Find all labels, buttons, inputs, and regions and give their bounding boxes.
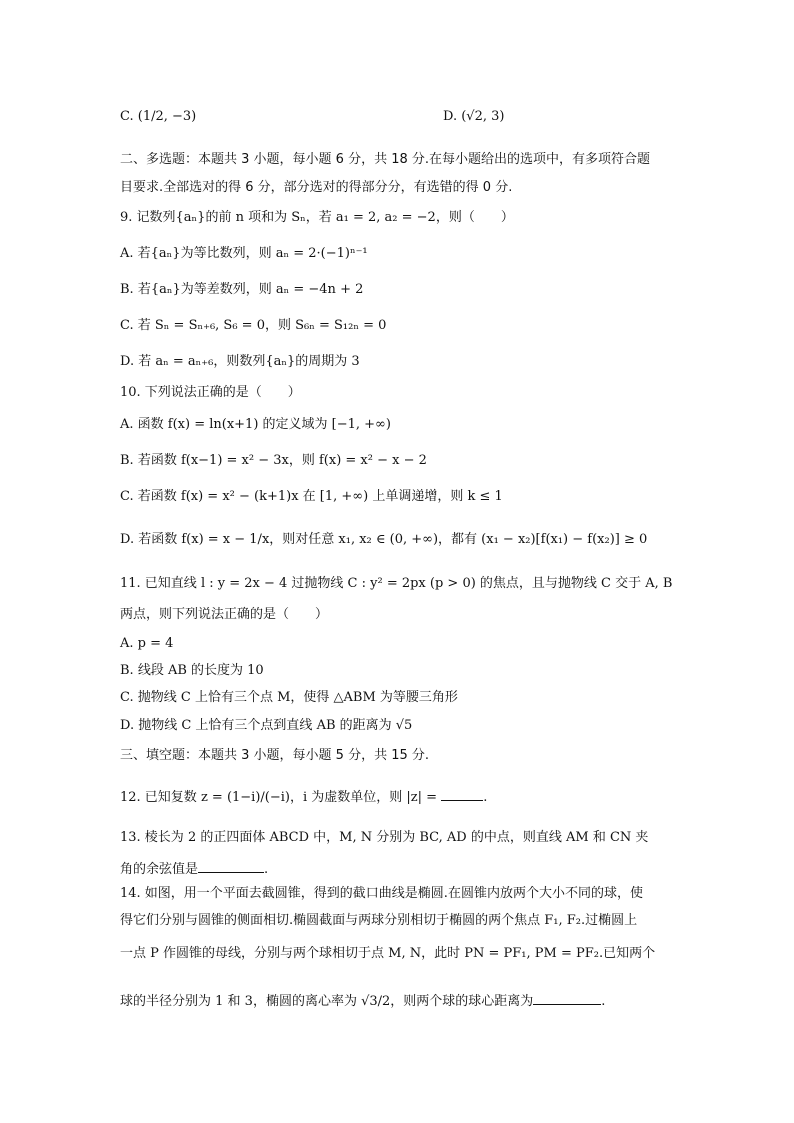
q10-option-b: B. 若函数 f(x−1) = x² − 3x，则 f(x) = x² − x − 2	[120, 453, 427, 468]
q14-text: 球的半径分别为 1 和 3，椭圆的离心率为 √3/2，则两个球的球心距离为	[120, 994, 534, 1009]
q13-line1: 13. 棱长为 2 的正四面体 ABCD 中，M, N 分别为 BC, AD 的中点，则直线 AM 和 CN 夹	[120, 830, 649, 845]
option-d-prev: D. (√2, 3)	[443, 109, 505, 124]
q12-text: 12. 已知复数 z = (1−i)/(−i)，i 为虚数单位，则 |z| =	[120, 790, 442, 805]
q14-answer-blank[interactable]	[533, 990, 601, 1005]
q13-text: 角的余弦值是	[120, 862, 199, 877]
q14-period: .	[601, 994, 606, 1009]
q14-line1: 14. 如图，用一个平面去截圆锥，得到的截口曲线是椭圆.在圆锥内放两个大小不同的球，使	[120, 886, 643, 901]
q13-answer-blank[interactable]	[198, 858, 264, 873]
q13-period: .	[264, 862, 269, 877]
q9-option-a: A. 若{aₙ}为等比数列，则 aₙ = 2·(−1)ⁿ⁻¹	[120, 246, 368, 261]
q12-stem	[120, 786, 680, 808]
q9-option-b: B. 若{aₙ}为等差数列，则 aₙ = −4n + 2	[120, 282, 364, 297]
q10-stem: 10. 下列说法正确的是（ ）	[120, 385, 301, 400]
q12-answer-blank[interactable]	[441, 786, 483, 801]
q11-option-a: A. p = 4	[120, 636, 174, 651]
q14-line4	[120, 990, 680, 1012]
q11-stem-line1: 11. 已知直线 l : y = 2x − 4 过抛物线 C : y² = 2px (p > 0) 的焦点，且与抛物线 C 交于 A, B	[120, 576, 673, 591]
q11-option-b: B. 线段 AB 的长度为 10	[120, 663, 264, 678]
q9-option-c: C. 若 Sₙ = Sₙ₊₆, S₆ = 0，则 S₆ₙ = S₁₂ₙ = 0	[120, 318, 387, 333]
q10-option-a: A. 函数 f(x) = ln(x+1) 的定义域为 [−1, +∞)	[120, 417, 391, 432]
q11-option-d: D. 抛物线 C 上恰有三个点到直线 AB 的距离为 √5	[120, 718, 413, 733]
q10-option-c: C. 若函数 f(x) = x² − (k+1)x 在 [1, +∞) 上单调递增，则 k ≤ 1	[120, 489, 503, 504]
section-multi-choice-line1: 二、多选题：本题共 3 小题，每小题 6 分，共 18 分.在每小题给出的选项中，有多项符合题	[120, 152, 651, 167]
section-fill-blank: 三、填空题：本题共 3 小题，每小题 5 分，共 15 分.	[120, 748, 430, 763]
option-c-prev: C. (1/2, −3)	[120, 109, 197, 124]
q9-stem: 9. 记数列{aₙ}的前 n 项和为 Sₙ，若 a₁ = 2, a₂ = −2，则（ ）	[120, 210, 514, 225]
q13-line2	[120, 858, 680, 880]
q10-option-d: D. 若函数 f(x) = x − 1/x，则对任意 x₁, x₂ ∈ (0, +∞)，都有 (x₁ − x₂)[f(x₁) − f(x₂)] ≥ 0	[120, 532, 648, 547]
q11-stem-line2: 两点，则下列说法正确的是（ ）	[120, 607, 329, 622]
q14-line2: 得它们分别与圆锥的侧面相切.椭圆截面与两球分别相切于椭圆的两个焦点 F₁, F₂.过椭圆上	[120, 913, 638, 928]
q14-line3: 一点 P 作圆锥的母线，分别与两个球相切于点 M, N，此时 PN = PF₁, PM = PF₂.已知两个	[120, 946, 656, 961]
q9-option-d: D. 若 aₙ = aₙ₊₆，则数列{aₙ}的周期为 3	[120, 354, 360, 369]
q12-period: .	[483, 790, 488, 805]
q11-option-c: C. 抛物线 C 上恰有三个点 M，使得 △ABM 为等腰三角形	[120, 690, 458, 705]
section-multi-choice-line2: 目要求.全部选对的得 6 分，部分选对的得部分分，有选错的得 0 分.	[120, 180, 513, 195]
